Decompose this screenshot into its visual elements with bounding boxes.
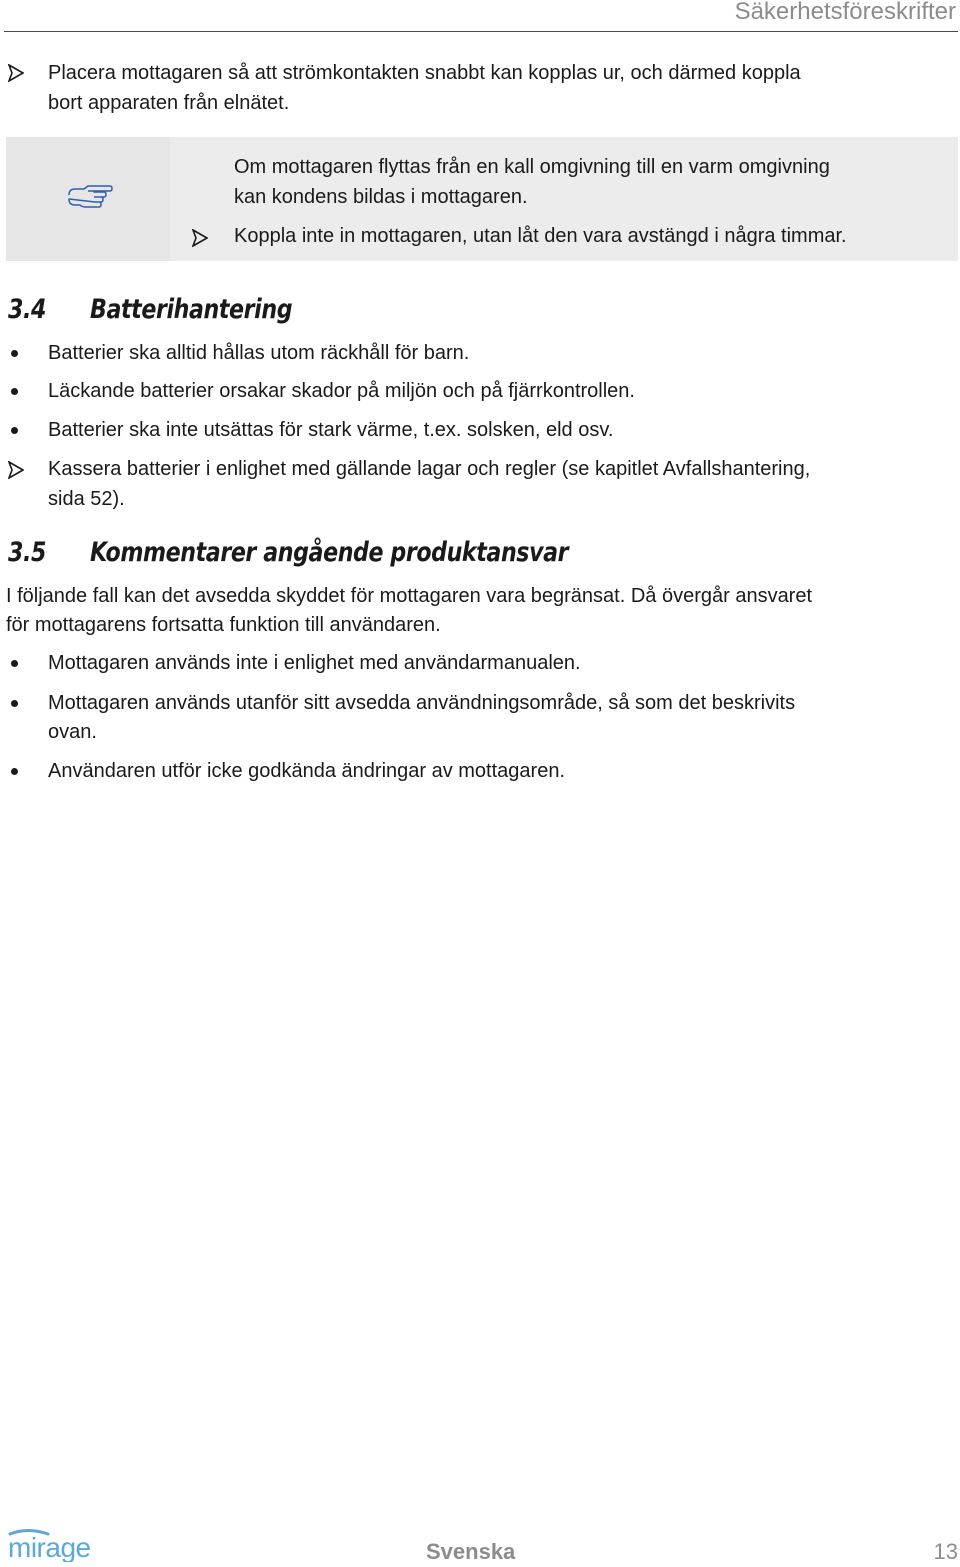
note-icon-cell — [6, 137, 170, 261]
note-text-line1: Om mottagaren flyttas från en kall omgivning till en varm omgivning — [234, 156, 830, 178]
footer-language: Svenska — [426, 1539, 516, 1564]
section-3-4-title: Batterihantering — [90, 294, 293, 325]
section-3-5-bullet-2-line2: ovan. — [48, 721, 97, 743]
bullet-dot-icon — [11, 350, 18, 357]
page-header-title: Säkerhetsföreskrifter — [734, 0, 956, 25]
arrow-bullet-icon — [8, 64, 24, 82]
bullet-dot-icon — [11, 700, 18, 707]
section-3-4-arrow-item-line1: Kassera batterier i enlighet med gällande lagar och regler (se kapitlet Avfallshantering, — [48, 458, 811, 480]
footer-page-number: 13 — [933, 1539, 958, 1564]
intro-arrow-item-line2: bort apparaten från elnätet. — [48, 92, 290, 114]
section-3-5-bullet-3: Användaren utför icke godkända ändringar av mottagaren. — [48, 760, 566, 782]
mirage-logo — [6, 1528, 106, 1562]
section-3-5-paragraph-line2: för mottagarens fortsatta funktion till användaren. — [6, 614, 441, 636]
section-3-4-bullet-3: Batterier ska inte utsättas för stark värme, t.ex. solsken, eld osv. — [48, 419, 614, 441]
svg-text:mirage: mirage — [8, 1532, 91, 1562]
pointing-hand-icon — [66, 183, 114, 213]
note-arrow-item: Koppla inte in mottagaren, utan låt den vara avstängd i några timmar. — [234, 225, 847, 247]
bullet-dot-icon — [11, 660, 18, 667]
section-3-4-bullet-2: Läckande batterier orsakar skador på miljön och på fjärrkontrollen. — [48, 380, 635, 402]
section-3-5-bullet-1: Mottagaren används inte i enlighet med användarmanualen. — [48, 652, 581, 674]
arrow-bullet-icon — [192, 229, 208, 247]
section-3-5-bullet-2-line1: Mottagaren används utanför sitt avsedda användningsområde, så som det beskrivits — [48, 692, 796, 714]
section-3-4-number: 3.4 — [8, 294, 47, 325]
header-divider — [4, 31, 958, 32]
bullet-dot-icon — [11, 427, 18, 434]
section-3-5-number: 3.5 — [8, 537, 47, 568]
bullet-dot-icon — [11, 768, 18, 775]
intro-arrow-item-line1: Placera mottagaren så att strömkontakten snabbt kan kopplas ur, och därmed koppla — [48, 62, 801, 84]
section-3-5-paragraph-line1: I följande fall kan det avsedda skyddet för mottagaren vara begränsat. Då övergår ansvaret — [6, 585, 813, 607]
section-3-4-bullet-1: Batterier ska alltid hållas utom räckhåll för barn. — [48, 342, 470, 364]
note-text-line2: kan kondens bildas i mottagaren. — [234, 186, 528, 208]
section-3-5-title: Kommentarer angående produktansvar — [90, 537, 569, 568]
section-3-4-arrow-item-line2: sida 52). — [48, 488, 125, 510]
bullet-dot-icon — [11, 388, 18, 395]
arrow-bullet-icon — [8, 461, 24, 479]
